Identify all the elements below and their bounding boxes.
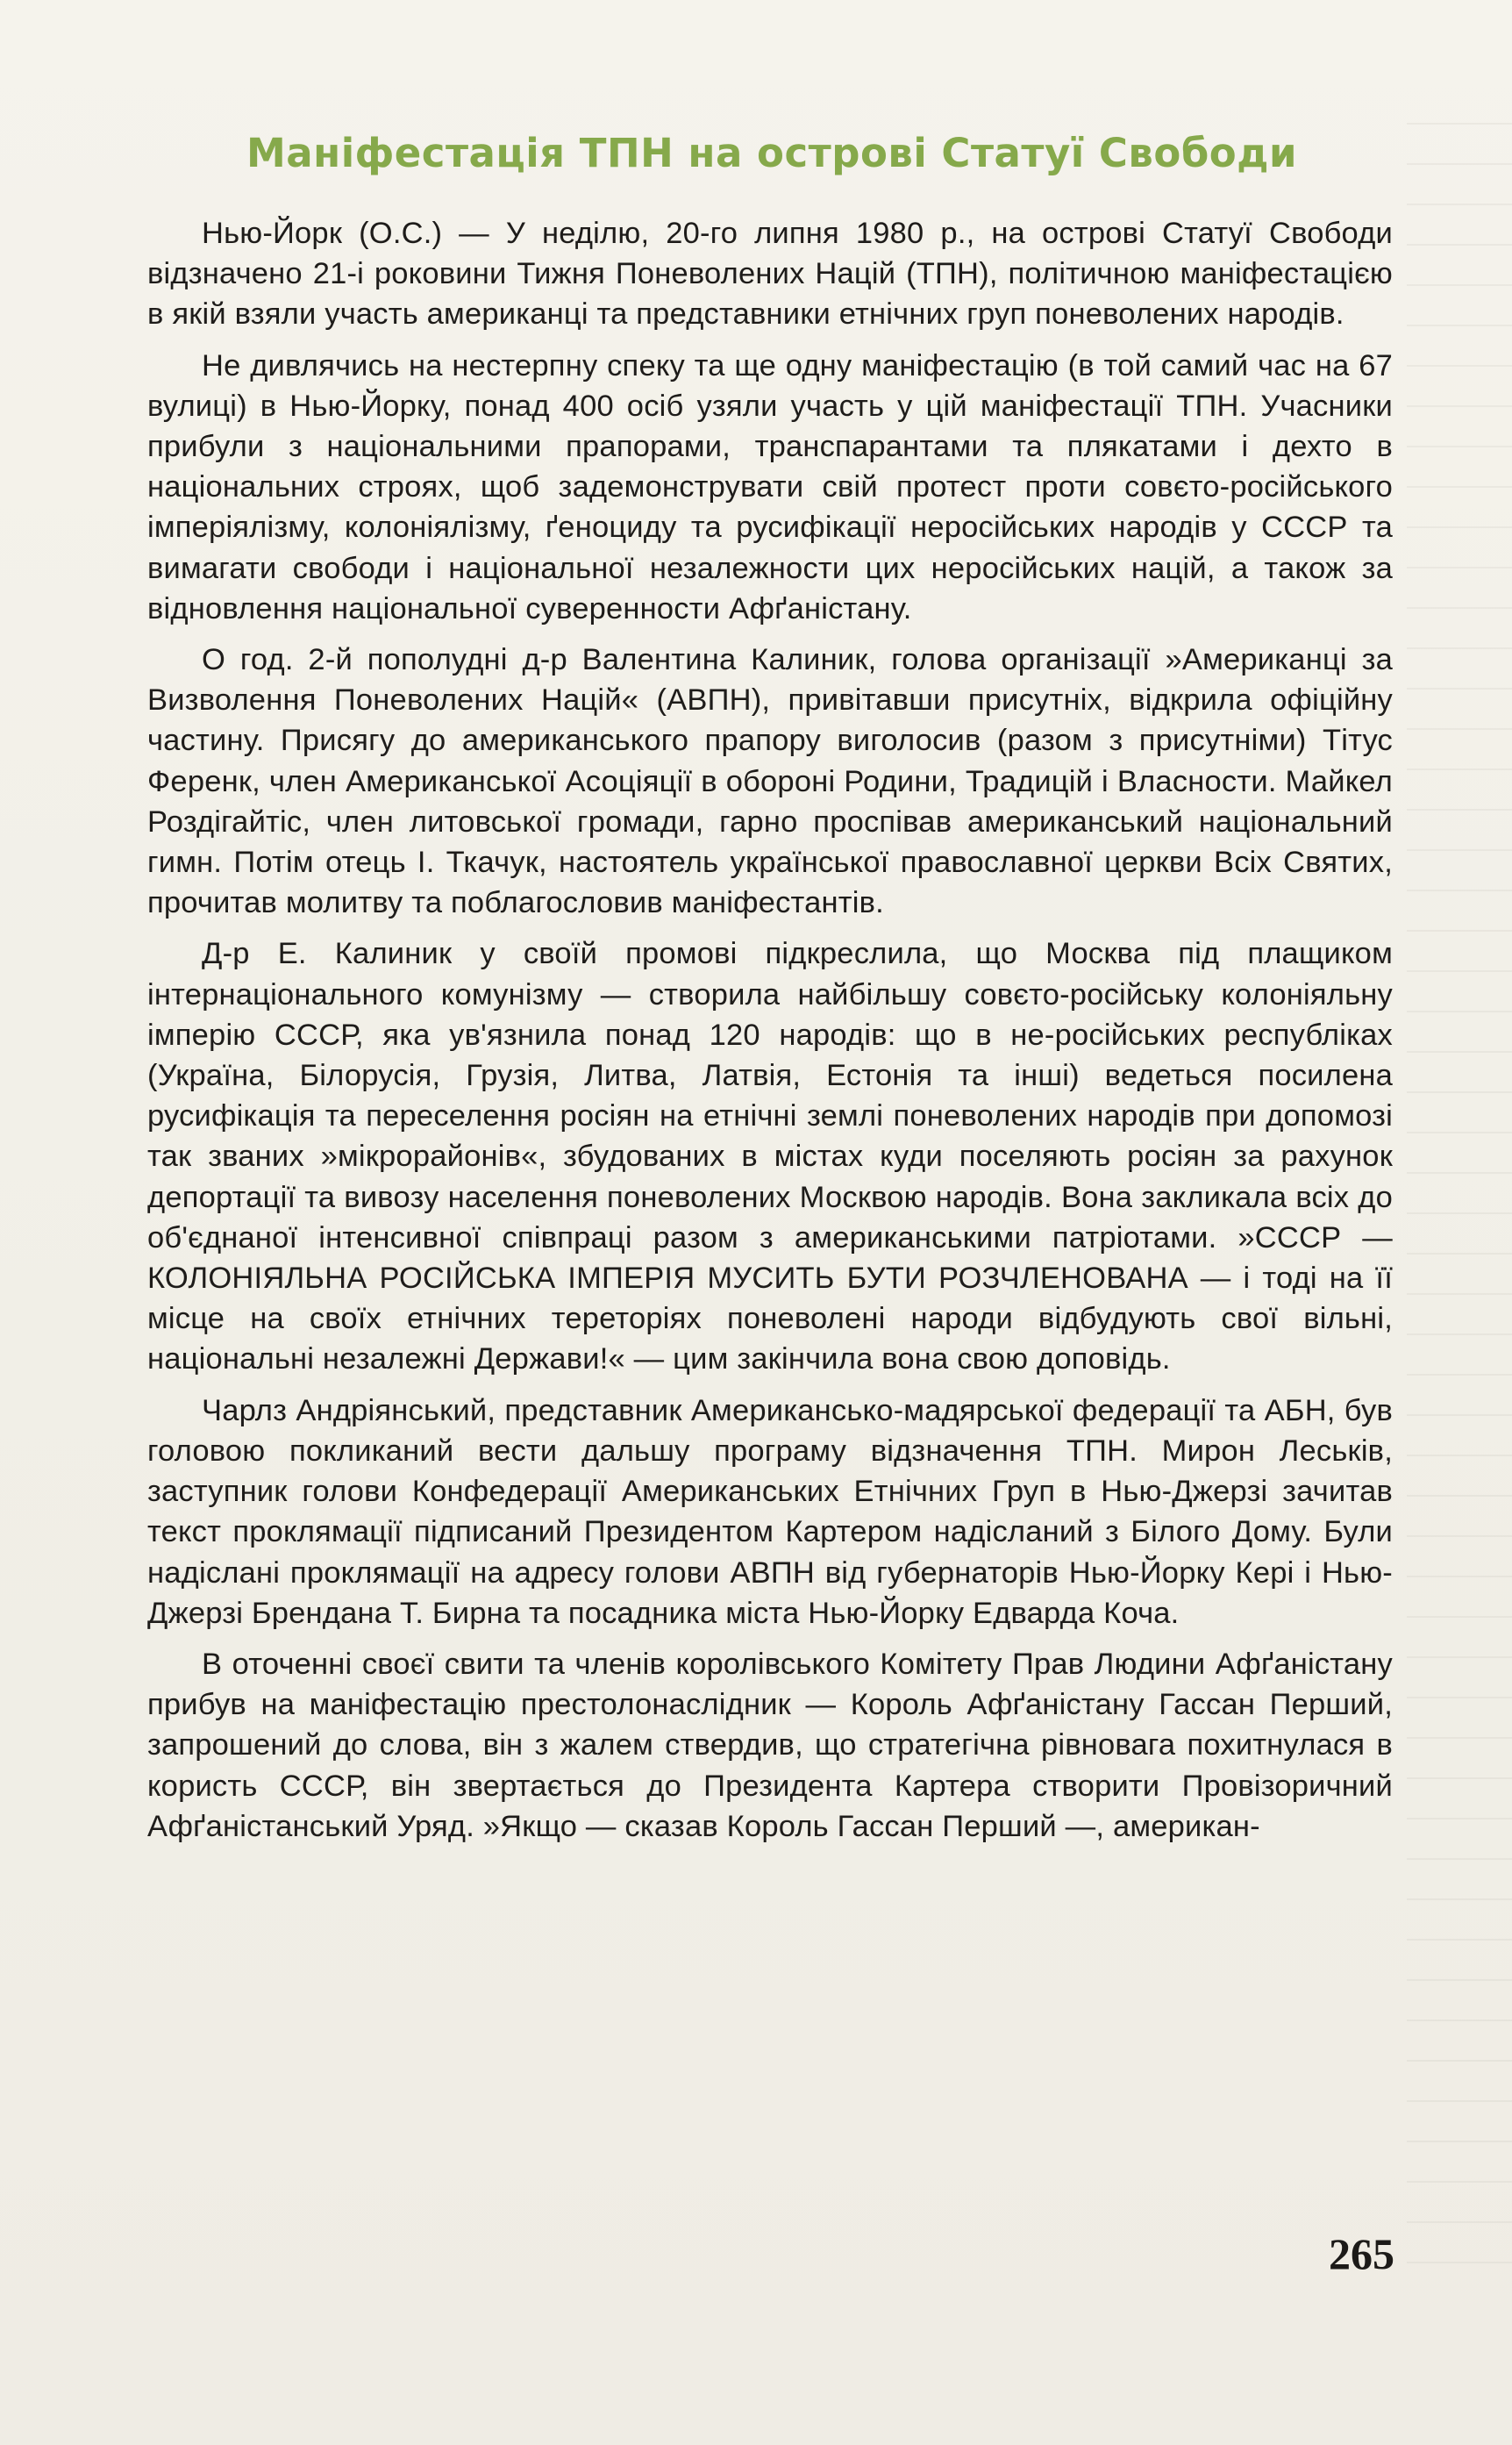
paragraph-3: О год. 2-й пополудні д-р Валентина Калиник, голова організації »Американці за Визволення Поневолених Націй« (АВПН), привітавши присутніх, відкрила офіційну частину. Присягу до американського прапору виголосив (разом з присутніми) Тітус Ференк, член Американської Асоціяції в обороні Родини, Традицій і Власности. Майкел Роздігайтіс, член литовської громади, гарно проспівав американський національний гимн. Потім отець І. Ткачук, настоятель української православної церкви Всіх Святих, прочитав молитву та поблагословив маніфестантів.	[147, 643, 1393, 920]
paragraph-2: Не дивлячись на нестерпну спеку та ще одну маніфестацію (в той самий час на 67 вулиці) в Нью-Йорку, понад 400 осіб узяли участь у цій маніфестації ТПН. Учасники прибули з національними прапорами, транспарантами та плякатами і дехто в національних строях, щоб задемонструвати свій протест проти совєто-російського імперіялізму, колоніялізму, ґеноциду та русифікації неросійських народів у СССР та вимагати свободи і національної незалежности цих неросійських націй, а також за відновлення національної суверенности Афґаністану.	[147, 348, 1393, 626]
paragraph-6: В оточенні своєї свити та членів королівського Комітету Прав Людини Афґаністану прибув на маніфестацію престолонаслідник — Король Афґаністану Гассан Перший, запрошений до слова, він з жалем ствердив, що стратегічна рівновага похитнулася в користь СССР, він звертається до Президента Картера створити Провізоричний Афґаністанський Уряд. »Якщо — сказав Король Гассан Перший —, американ-	[147, 1647, 1393, 1843]
paragraph-4: Д-р Е. Калиник у своїй промові підкреслила, що Москва під плащиком інтернаціонального комунізму — створила найбільшу совєто-російську колоніяльну імперію СССР, яка ув'язнила понад 120 народів: що в не-російських республіках (Україна, Білорусія, Грузія, Литва, Латвія, Естонія та інші) ведеться посилена русифікація та переселення росіян на етнічні землі поневолених народів при допомозі так званих »мікрорайонів«, збудованих в містах куди поселяють росіян за рахунок депортації та вивозу населення поневолених Москвою народів. Вона закликала всіх до об'єднаної інтенсивної співпраці разом з американськими патріотами. »СССР — КОЛОНІЯЛЬНА РОСІЙСЬКА ІМПЕРІЯ МУСИТЬ БУТИ РОЗЧЛЕНОВАНА — і тоді на її місце на своїх етнічних тереторіях поневолені народи відбудують свої вільні, національні незалежні Держави!« — цим закінчила вона свою доповідь.	[147, 937, 1393, 1376]
paragraph-5: Чарлз Андріянський, представник Американсько-мадярської федерації та АБН, був головою покликаний вести дальшу програму відзначення ТПН. Мирон Леськів, заступник голови Конфедерації Американських Етнічних Груп в Нью-Джерзі зачитав текст проклямації підписаний Президентом Картером надісланий з Білого Дому. Були надіслані проклямації на адресу голови АВПН від губернаторів Нью-Йорку Кері і Нью-Джерзі Брендана Т. Бирна та посадника міста Нью-Йорку Едварда Коча.	[147, 1393, 1393, 1630]
article-body	[147, 213, 1393, 1857]
bleed-through-text	[1407, 123, 1512, 2298]
page-number: 265	[1329, 2229, 1394, 2278]
article-title: Маніфестація ТПН на острові Статуї Свободи	[246, 130, 1298, 176]
paragraph-1: Нью-Йорк (О.С.) — У неділю, 20-го липня 1980 р., на острові Статуї Свободи відзначено 21-і роковини Тижня Поневолених Націй (ТПН), політичною маніфестацією в якій взяли участь американці та представники етнічних груп поневолених народів.	[147, 217, 1393, 332]
